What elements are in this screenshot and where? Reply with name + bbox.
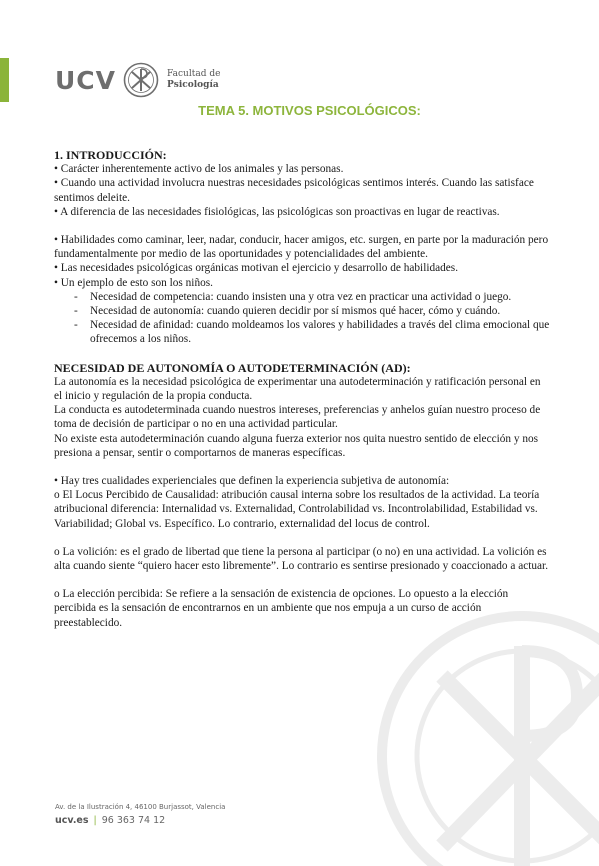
faculty-line-1: Facultad de (167, 69, 221, 79)
dash-item: - Necesidad de autonomía: cuando quieren decidir por sí mismos qué hacer, cómo y cuándo. (90, 304, 550, 318)
bullet-item: • Habilidades como caminar, leer, nadar, conducir, hacer amigos, etc. surgen, en parte por la maduración pero fundamentalmente por medio de las oportunidades y potencialidades del ambiente. (54, 234, 549, 261)
bullet-item: • Un ejemplo de esto son los niños. (54, 276, 213, 289)
ucv-logo (55, 62, 220, 98)
bullet-item: • Cuando una actividad involucra nuestras necesidades psicológicas sentimos interés. Cuando las satisface sentimos deleite. (54, 177, 534, 204)
logo-text: UCV (55, 65, 116, 95)
paragraph: No existe esta autodeterminación cuando alguna fuerza exterior nos quita nuestro sentido de elección y nos presiona a pensar, sentir o comportarnos de maneras específicas. (54, 432, 539, 459)
section-heading-autonomy: NECESIDAD DE AUTONOMÍA O AUTODETERMINACIÓN (AD): (54, 360, 411, 375)
bullet-item: • Carácter inherentemente activo de los animales y las personas. (54, 163, 344, 176)
faculty-name (167, 69, 220, 91)
page-title: TEMA 5. MOTIVOS PSICOLÓGICOS: (198, 103, 421, 118)
faculty-line-2: Psicología (167, 80, 219, 90)
paragraph: o La volición: es el grado de libertad que tiene la persona al participar (o no) en una actividad. La volición es alta cuando siente “quiero hacer esto libremente”. Lo contrario es sentirse presionado y coaccionado a actuar. (54, 545, 549, 573)
paragraph: La conducta es autodeterminada cuando nuestros intereses, preferencias y anhelos guían nuestro proceso de toma de decisión de participar o no en una actividad particular. (54, 404, 541, 431)
paragraph: La autonomía es la necesidad psicológica de experimentar una autodeterminación y ratificación personal en el inicio y regulación de la propia conducta. (54, 375, 541, 403)
seal-watermark-icon (372, 606, 599, 866)
paragraph: o La elección percibida: Se refiere a la sensación de existencia de opciones. Lo opuesto a la elección percibida es la sensación de encontrarnos en un ambiente que nos empuja a un curso de acción preestablecido. (54, 588, 509, 629)
seal-icon (123, 62, 159, 98)
footer-address: Av. de la Ilustración 4, 46100 Burjassot, Valencia (55, 803, 226, 811)
dash-item: - Necesidad de competencia: cuando insisten una y otra vez en practicar una actividad o juego. (90, 290, 550, 304)
dash-item: - Necesidad de afinidad: cuando moldeamos los valores y habilidades a través del clima emocional que ofrecemos a los niños. (90, 318, 550, 346)
dash-list (54, 290, 550, 347)
document-body (54, 148, 550, 630)
paragraph: o El Locus Percibido de Causalidad: atribución causal interna sobre los resultados de la actividad. La teoría atribucional diferencia: Internalidad vs. Externalidad, Controlabilidad vs. Incontrolabilidad, Estabilidad vs. Variabilidad; Global vs. Específico. Lo contrario, externalidad del locus de control. (54, 489, 540, 530)
bullet-item: • Las necesidades psicológicas orgánicas motivan el ejercicio y desarrollo de habilidades. (54, 262, 459, 275)
footer-separator: | (93, 815, 97, 826)
paragraph: • Hay tres cualidades experienciales que definen la experiencia subjetiva de autonomía: (54, 475, 450, 488)
bullet-item: • A diferencia de las necesidades fisiológicas, las psicológicas son proactivas en lugar de reactivas. (54, 205, 500, 218)
section-heading-intro: 1. INTRODUCCIÓN: (54, 148, 167, 162)
footer-phone: 96 363 74 12 (101, 815, 166, 826)
accent-bar (0, 58, 9, 102)
footer-website[interactable]: ucv.es (55, 815, 89, 826)
footer-contact (55, 815, 165, 826)
